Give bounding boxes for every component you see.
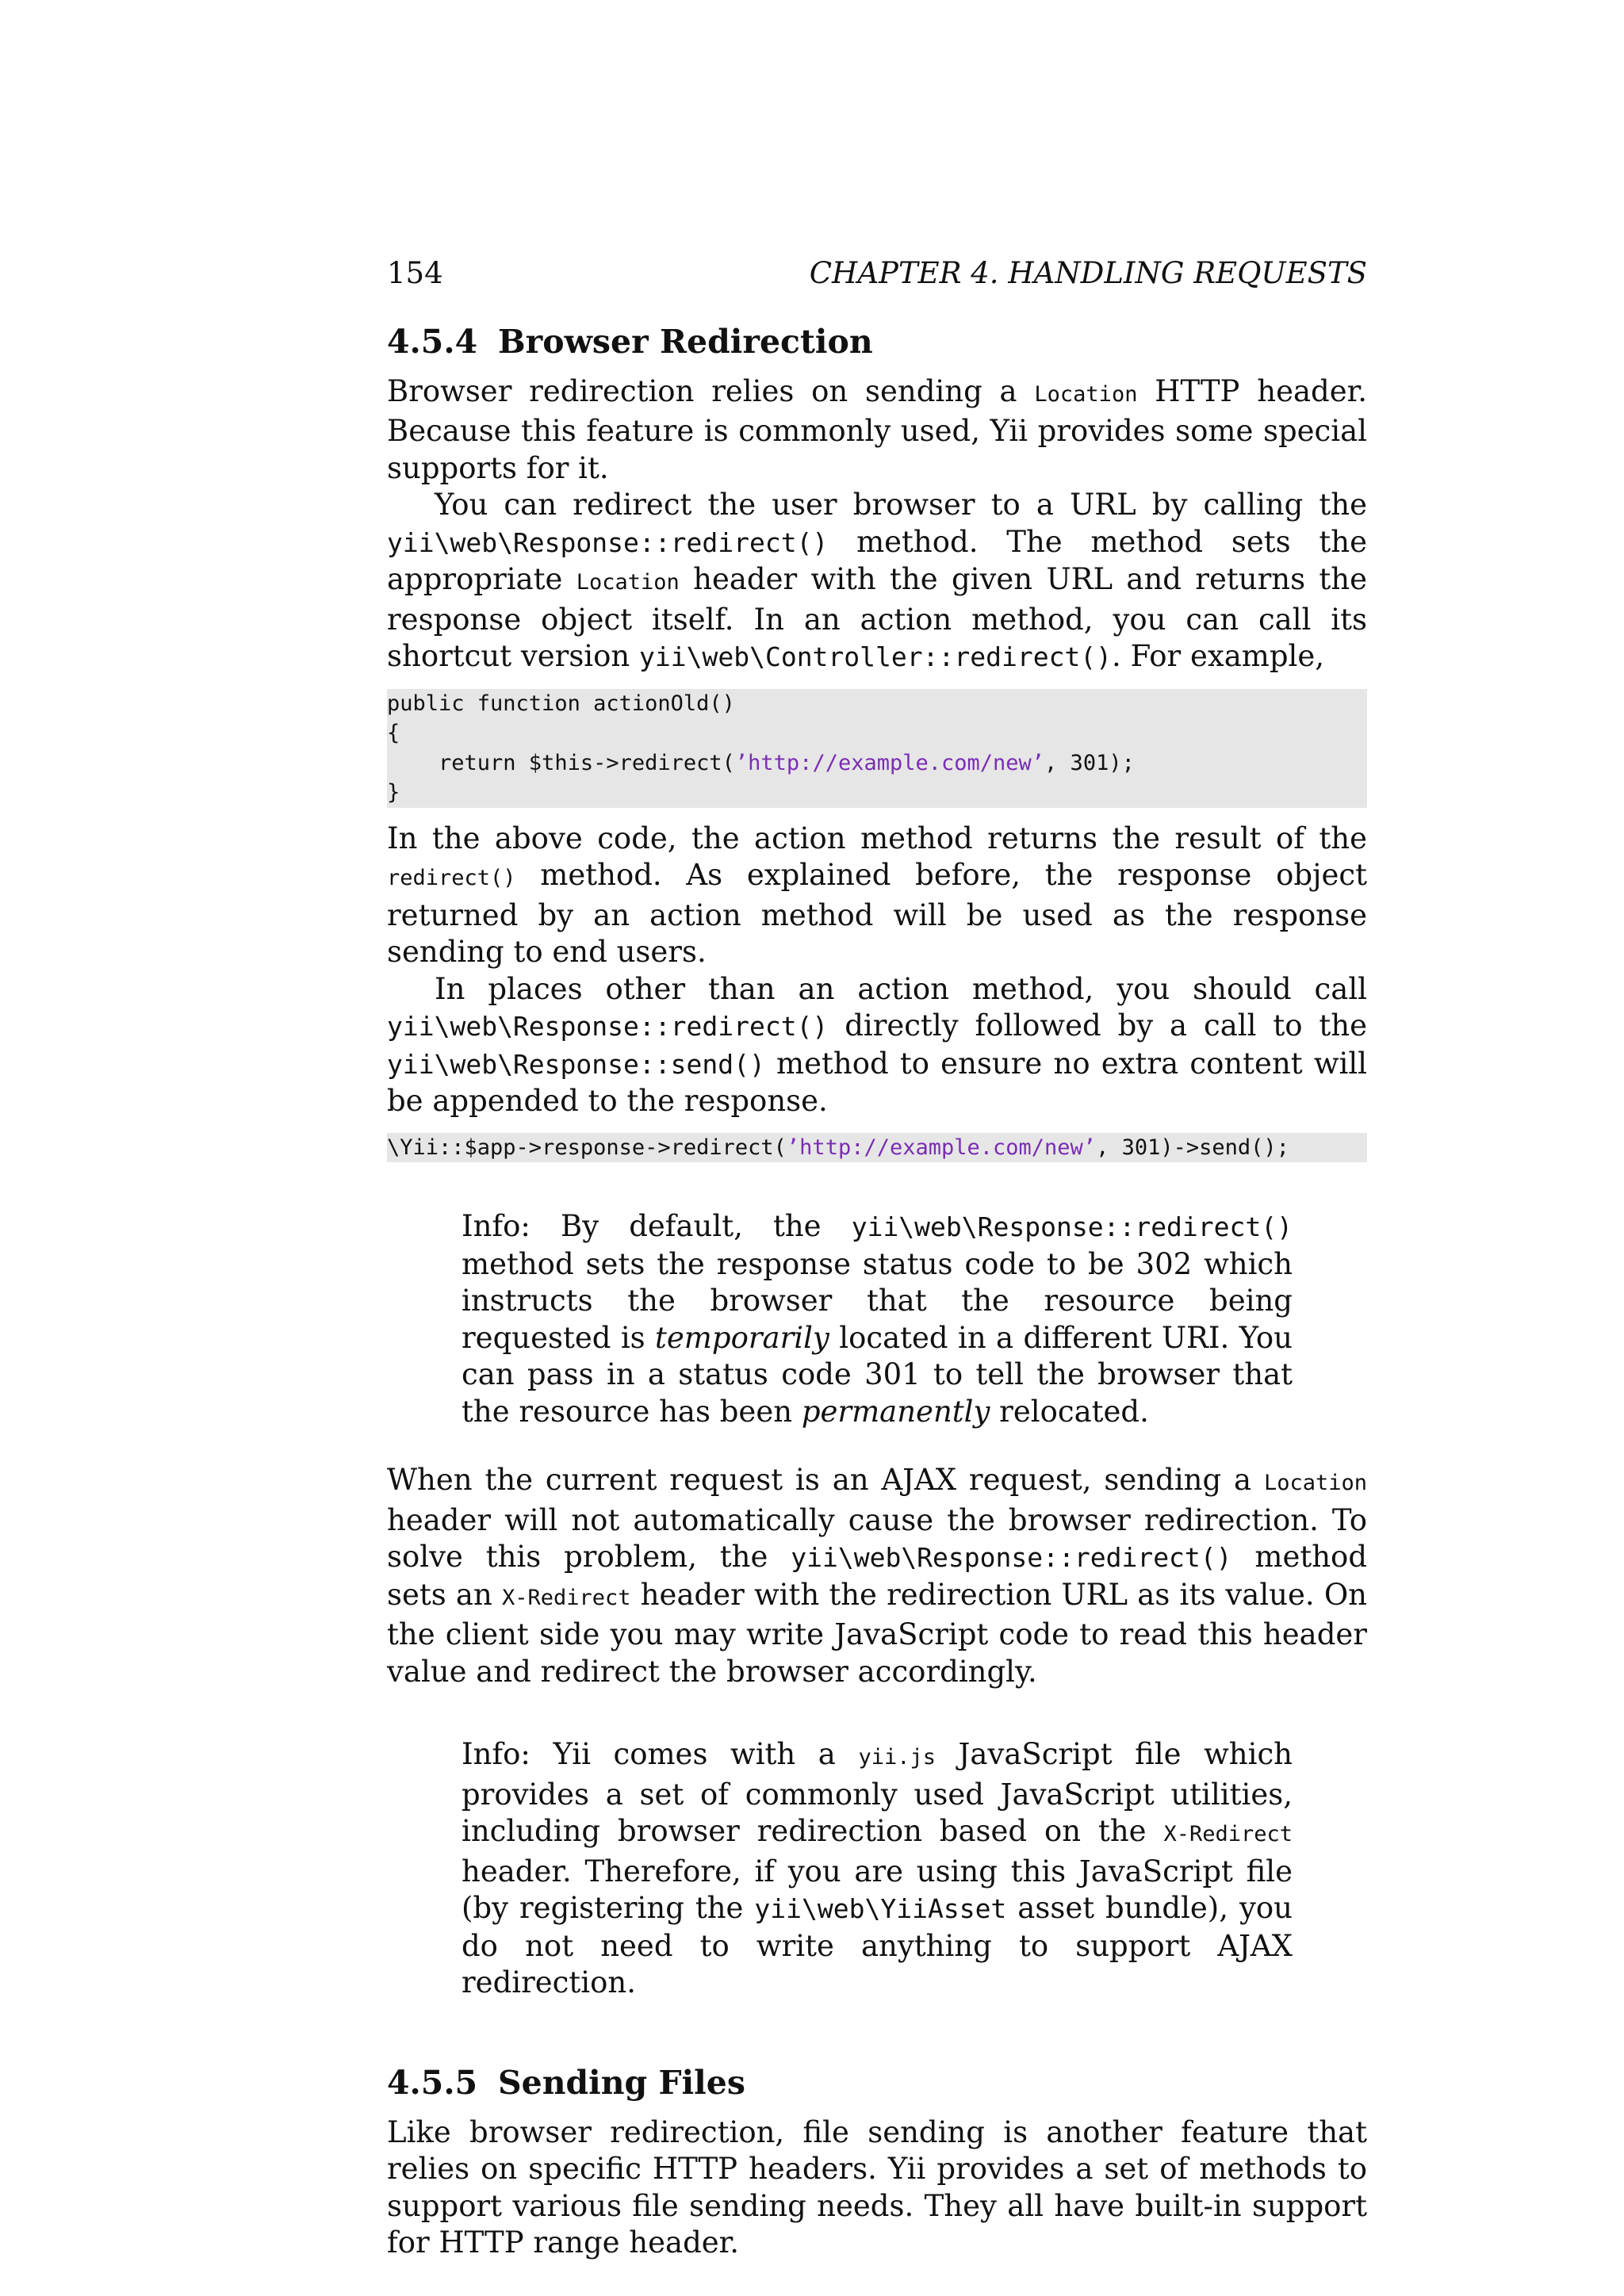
inline-code: yii\web\YiiAsset (754, 1893, 1007, 1924)
info-text (462, 1208, 1293, 1430)
section-number: 4.5.4 (387, 322, 478, 361)
inline-code: yii\web\Response::redirect() (851, 1211, 1293, 1242)
inline-code: Location (1263, 1471, 1367, 1495)
emphasis: temporarily (655, 1320, 829, 1355)
inline-code: yii\web\Response::redirect() (791, 1542, 1232, 1573)
text: In places other than an action method, you should call (435, 971, 1367, 1006)
page-number: 154 (387, 256, 443, 290)
code-block (387, 689, 1367, 808)
paragraph (387, 821, 1367, 971)
code-string: ’http://example.com/new’ (734, 750, 1045, 775)
inline-code: yii\web\Response::redirect() (387, 1011, 829, 1042)
code-line: \Yii::$app->response->redirect( (387, 1135, 787, 1160)
code-string: ’http://example.com/new’ (786, 1135, 1097, 1160)
info-box (462, 1208, 1293, 1430)
paragraph (387, 971, 1367, 1120)
code-line: return $this->redirect( (387, 750, 735, 775)
info-text (462, 1736, 1293, 2002)
text: method sets an (387, 1540, 1367, 1612)
text: directly followed by a call to the (828, 1008, 1367, 1043)
inline-code: yii\web\Response::send() (387, 1048, 765, 1080)
text: method sets the response status code to be 302 which instructs the browser that the resource being requested is (462, 1246, 1293, 1355)
inline-code: Location (1034, 381, 1138, 407)
text: . For example, (1112, 639, 1325, 673)
inline-code: X-Redirect (1163, 1822, 1293, 1846)
paragraph (387, 487, 1367, 676)
text: header with the redirection URL as its value. On the client side you may write JavaScript code to read this header value and redirect the browser accordingly. (387, 1577, 1367, 1689)
running-header (387, 255, 1367, 293)
inline-code: yii\web\Response::redirect() (387, 526, 829, 558)
text: You can redirect the user browser to a URL by calling the (435, 488, 1367, 522)
code-line: , 301)->send(); (1096, 1135, 1289, 1160)
code-block (387, 1133, 1367, 1163)
text: method. The method sets the appropriate (387, 524, 1367, 596)
code-line: , 301); (1044, 750, 1135, 775)
text: header with the given URL and returns the response object itself. In an action method, you can call its shortcut version (387, 562, 1368, 673)
text: When the current request is an AJAX request, sending a (387, 1463, 1264, 1497)
code-line: { (387, 721, 400, 745)
text: located in a different URI. You can pass in a status code 301 to tell the browser that the resource has been (462, 1320, 1293, 1429)
text: In the above code, the action method returns the result of the (387, 821, 1367, 855)
section-heading-browser-redirection (387, 321, 1367, 362)
spacer (387, 2034, 1367, 2062)
section-number: 4.5.5 (387, 2063, 478, 2102)
emphasis: permanently (801, 1394, 990, 1429)
section-title: Browser Redirection (498, 322, 873, 361)
text: relocated. (990, 1394, 1149, 1429)
text: header. Therefore, if you are using this JavaScript file (by registering the (462, 1854, 1293, 1925)
section-title: Sending Files (498, 2063, 745, 2102)
chapter-title: CHAPTER 4. HANDLING REQUESTS (809, 256, 1367, 290)
inline-code: X-Redirect (501, 1585, 631, 1610)
info-box (462, 1736, 1293, 2002)
code-line: } (387, 780, 400, 805)
text: JavaScript file which provides a set of commonly used JavaScript utilities, including browser redirection based on the (462, 1737, 1293, 1848)
inline-code: yii\web\Controller::redirect() (639, 641, 1113, 672)
text: asset bundle), you do not need to write anything to support AJAX redirection. (462, 1891, 1293, 1999)
inline-code: yii.js (858, 1745, 936, 1770)
text: HTTP header. Because this feature is commonly used, Yii provides some special supports for it. (387, 373, 1367, 485)
paragraph (387, 1462, 1367, 1690)
text: header will not automatically cause the browser redirection. To solve this problem, the (387, 1502, 1367, 1574)
inline-code: redirect() (387, 866, 516, 890)
code-line: public function actionOld() (387, 691, 735, 716)
text: Browser redirection relies on sending a (387, 373, 1035, 408)
paragraph: Like browser redirection, file sending is another feature that relies on specific HTTP headers. Yii provides a set of methods to support various file sending needs. They all have built-in support for HTTP range header. (387, 2114, 1367, 2260)
text: method. As explained before, the response object returned by an action method will be used as the response sending to end users. (387, 858, 1367, 969)
paragraph (387, 373, 1367, 488)
text: method to ensure no extra content will be appended to the response. (387, 1046, 1367, 1118)
text: Info: Yii comes with a (462, 1737, 859, 1771)
inline-code: Location (576, 570, 680, 595)
page-content (387, 255, 1367, 2262)
section-heading-sending-files (387, 2062, 1367, 2103)
text: Info: By default, the (462, 1209, 852, 1243)
